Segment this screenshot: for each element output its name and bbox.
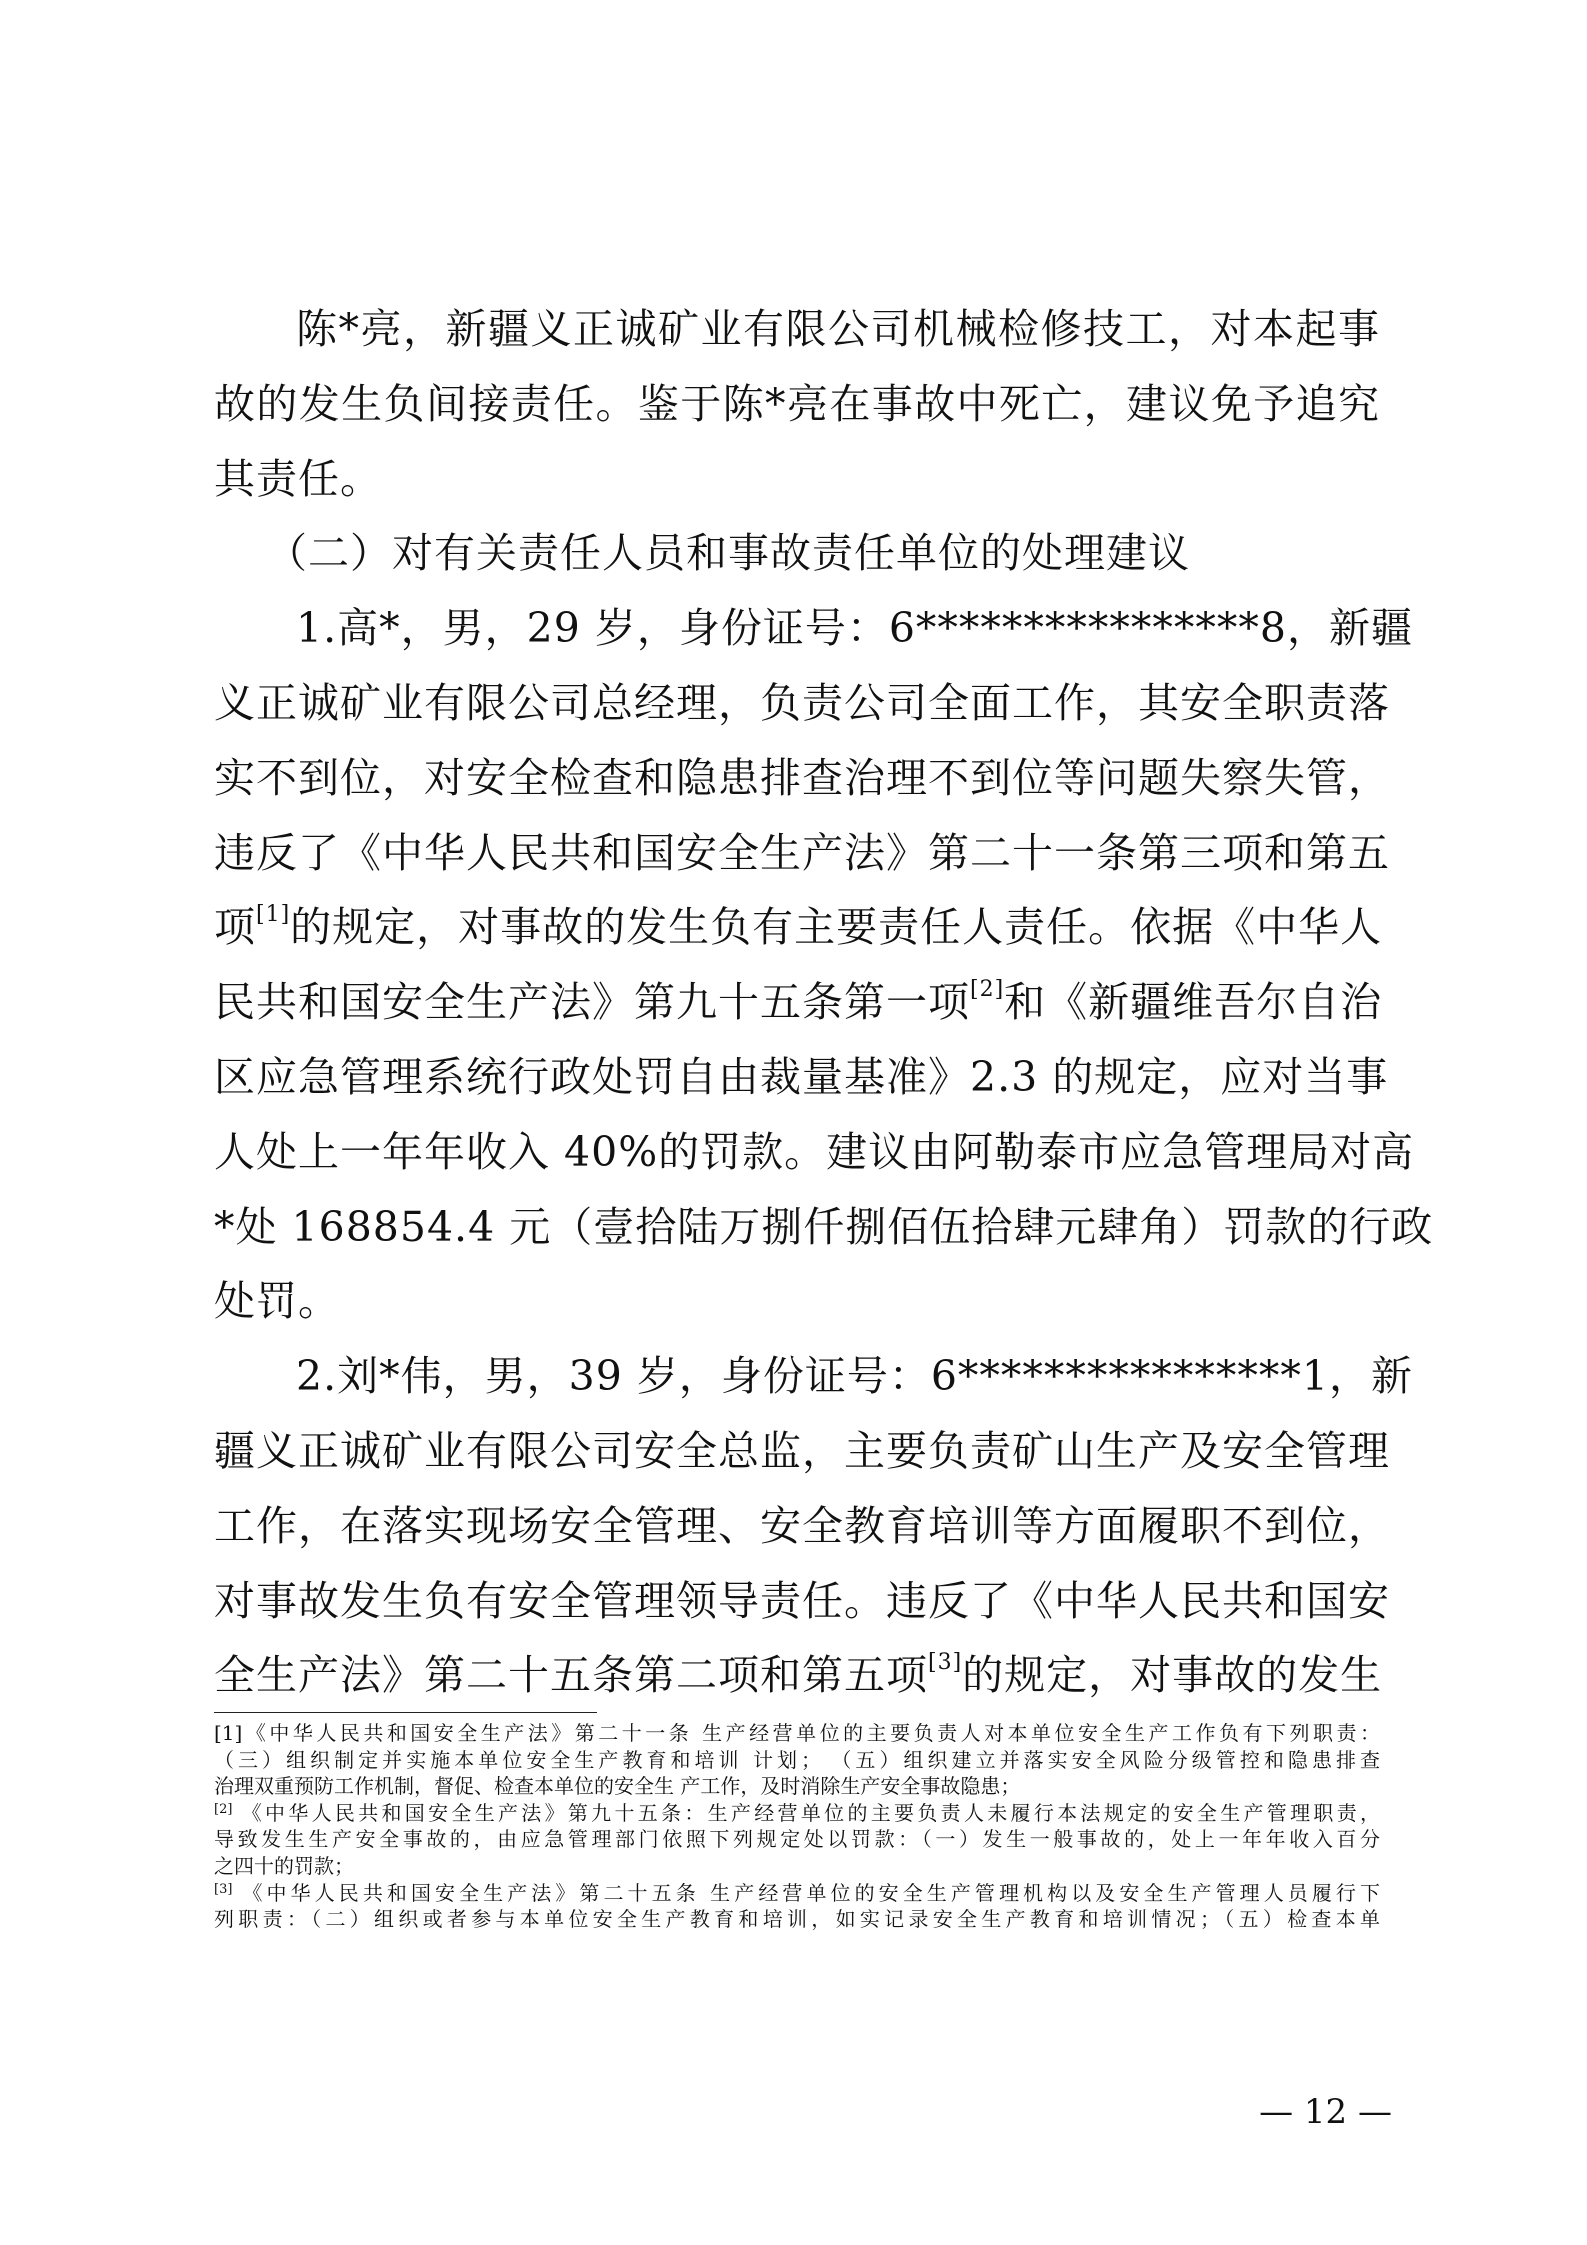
page-number: — 12 — — [1259, 2092, 1392, 2132]
paragraph-line: 故的发生负间接责任。鉴于陈*亮在事故中死亡，建议免予追究 — [214, 379, 1380, 428]
section-heading: （二）对有关责任人员和事故责任单位的处理建议 — [266, 529, 1190, 578]
footnote-line — [214, 1880, 1380, 1907]
line-text: 的规定，对事故的发生负有主要责任人责任。依据《中华人 — [290, 903, 1383, 952]
footnote-line: 导致发生生产安全事故的，由应急管理部门依照下列规定处以罚款：（一）发生一般事故的，处上一年年收入百分 — [214, 1827, 1380, 1852]
footnote-ref: [2] — [970, 976, 1005, 1002]
footnote-mark: [1] — [214, 1721, 243, 1745]
line-suffix: 和《新疆维吾尔自治 — [1004, 978, 1383, 1027]
body-text — [214, 292, 1434, 1713]
footnote-mark: [2] — [214, 1801, 233, 1817]
footnote-text: 《中华人民共和国安全生产法》第九十五条：生产经营单位的主要负责人未履行本法规定的安全生产管理职责， — [238, 1800, 1380, 1825]
footnote-text: 《中华人民共和国安全生产法》第二十五条 生产经营单位的安全生产管理机构以及安全生产管理人员履行下 — [238, 1880, 1380, 1905]
paragraph-line: *处 168854.4 元（壹拾陆万捌仟捌佰伍拾肆元肆角）罚款的行政 — [214, 1202, 1434, 1251]
footnote-line: 治理双重预防工作机制，督促、检查本单位的安全生 产工作，及时消除生产安全事故隐患； — [214, 1774, 1021, 1799]
footnote-text: 《中华人民共和国安全生产法》第二十一条 生产经营单位的主要负责人对本单位安全生产工作负有下列职责： — [242, 1721, 1380, 1745]
paragraph-line: 人处上一年年收入 40%的罚款。建议由阿勒泰市应急管理局对高 — [214, 1127, 1415, 1176]
paragraph-line: 疆义正诚矿业有限公司安全总监，主要负责矿山生产及安全管理 — [214, 1426, 1390, 1475]
line-text: 民共和国安全生产法》第九十五条第一项 — [214, 978, 970, 1027]
paragraph-line: 陈*亮，新疆义正诚矿业有限公司机械检修技工，对本起事 — [296, 305, 1380, 353]
footnote-line: 之四十的罚款； — [214, 1853, 354, 1878]
line-suffix: 的规定，对事故的发生 — [962, 1651, 1383, 1700]
line-text: 全生产法》第二十五条第二项和第五项 — [214, 1651, 928, 1700]
paragraph-line: 义正诚矿业有限公司总经理，负责公司全面工作，其安全职责落 — [214, 678, 1390, 727]
paragraph-line — [214, 890, 1383, 965]
paragraph-line — [214, 965, 1383, 1040]
footnote-line — [214, 1720, 1380, 1747]
paragraph-line: 2.刘*伟，男，39 岁，身份证号：6****************1，新 — [296, 1352, 1413, 1401]
footnote-divider — [214, 1712, 597, 1713]
footnote-line: （三）组织制定并实施本单位安全生产教育和培训 计划； （五）组织建立并落实安全风险分级管控和隐患排查 — [214, 1747, 1380, 1772]
paragraph-line: 区应急管理系统行政处罚自由裁量基准》2.3 的规定，应对当事 — [214, 1052, 1389, 1101]
paragraph-line: 工作，在落实现场安全管理、安全教育培训等方面履职不到位， — [214, 1501, 1390, 1550]
paragraph-line: 违反了《中华人民共和国安全生产法》第二十一条第三项和第五 — [214, 828, 1390, 877]
footnote-line: 列职责：（二）组织或者参与本单位安全生产教育和培训，如实记录安全生产教育和培训情况；（五）检查本单 — [214, 1907, 1380, 1932]
footnote-line — [214, 1800, 1380, 1827]
paragraph-line: 对事故发生负有安全管理领导责任。违反了《中华人民共和国安 — [214, 1576, 1390, 1625]
footnotes — [214, 1720, 1380, 1933]
paragraph-line: 处罚。 — [214, 1277, 340, 1326]
paragraph-line: 其责任。 — [214, 454, 382, 503]
line-prefix: 项 — [214, 903, 256, 952]
footnote-ref: [1] — [256, 901, 291, 927]
footnote-mark: [3] — [214, 1881, 233, 1897]
footnote-ref: [3] — [928, 1649, 963, 1675]
paragraph-line: 实不到位，对安全检查和隐患排查治理不到位等问题失察失管， — [214, 753, 1390, 802]
paragraph-line — [214, 1638, 1383, 1713]
paragraph-line: 1.高*，男，29 岁，身份证号：6****************8，新疆 — [296, 604, 1413, 653]
